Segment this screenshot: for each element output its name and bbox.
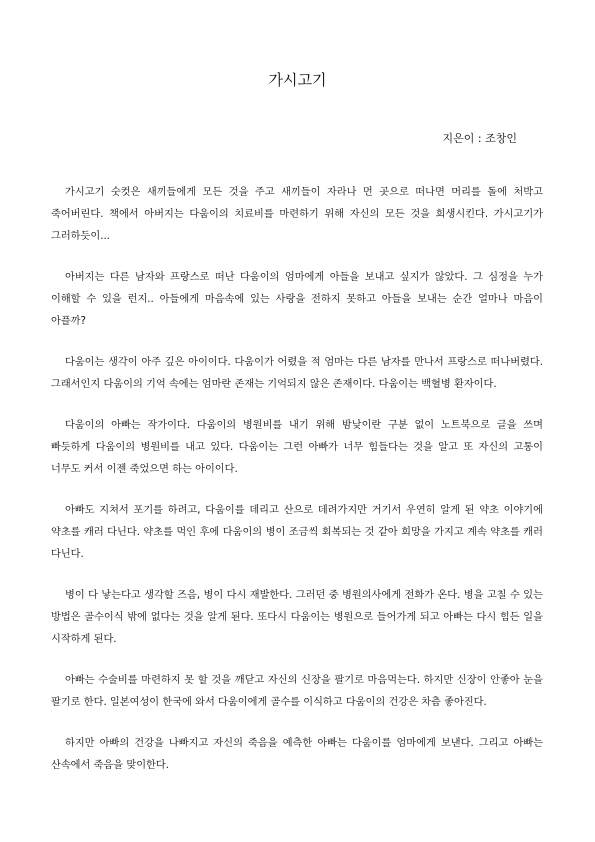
body-text — [51, 182, 543, 796]
paragraph-6: 병이 다 낳는다고 생각할 즈음, 병이 다시 재발한다. 그러던 중 병원의사에게 전화가 온다. 병을 고칠 수 있는 방법은 골수이식 밖에 없다는 것을 알게 된다. 또다시 다움이는 병원으로 들어가게 되고 아빠는 다시 힘든 일을 시작하게 된다. — [51, 590, 543, 645]
paragraph-2: 아버지는 다른 남자와 프랑스로 떠난 다움이의 엄마에게 아들을 보내고 싶지가 않았다. 그 심정을 누가 이해할 수 있을 런지.. 아들에게 마음속에 있는 사랑을 전하지 못하고 아들을 보내는 순간 얼마나 마음이 아플까? — [51, 272, 543, 327]
paragraph-1: 가시고기 숫컷은 새끼들에게 모든 것을 주고 새끼들이 자라나 먼 곳으로 떠나면 머리를 돌에 처박고 죽어버린다. 책에서 아버지는 다움이의 치료비를 마련하기 위해 자신의 모든 것을 희생시킨다. 가시고기가 그러하듯이... — [51, 187, 543, 242]
paragraph-8: 하지만 아빠의 건강을 나빠지고 자신의 죽음을 예측한 아빠는 다움이를 엄마에게 보낸다. 그리고 아빠는 산속에서 죽음을 맞이한다. — [51, 738, 543, 771]
paragraph-7: 아빠는 수술비를 마련하지 못 할 것을 깨닫고 자신의 신장을 팔기로 마음먹는다. 하지만 신장이 안좋아 눈을 팔기로 한다. 일본여성이 한국에 와서 다움이에게 골수를 이식하고 다움이의 건강은 차츰 좋아진다. — [51, 675, 543, 708]
paragraph-5: 아빠도 지쳐서 포기를 하려고, 다움이를 데리고 산으로 데려가지만 거기서 우연히 알게 된 약초 이야기에 약초를 캐러 다닌다. 약초를 먹인 후에 다움이의 병이 조금씩 회복되는 것 같아 희망을 가지고 계속 약초를 캐러 다닌다. — [51, 505, 543, 560]
paragraph-4: 다움이의 아빠는 작가이다. 다움이의 병원비를 내기 위해 밤낮이란 구분 없이 노트북으로 글을 쓰며 빠듯하게 다움이의 병원비를 내고 있다. 다움이는 그런 아빠가 너무 힘들다는 것을 알고 또 자신의 고통이 너무도 커서 이젠 죽었으면 하는 아이이다. — [51, 420, 543, 475]
document-title: 가시고기 — [268, 71, 327, 89]
author-line: 지은이 : 조창인 — [442, 132, 517, 145]
paragraph-3: 다움이는 생각이 아주 깊은 아이이다. 다움이가 어렸을 적 엄마는 다른 남자를 만나서 프랑스로 떠나버렸다. 그래서인지 다움이의 기억 속에는 엄마란 존재는 기억되지 않은 존재이다. 다움이는 백혈병 환자이다. — [51, 357, 543, 390]
